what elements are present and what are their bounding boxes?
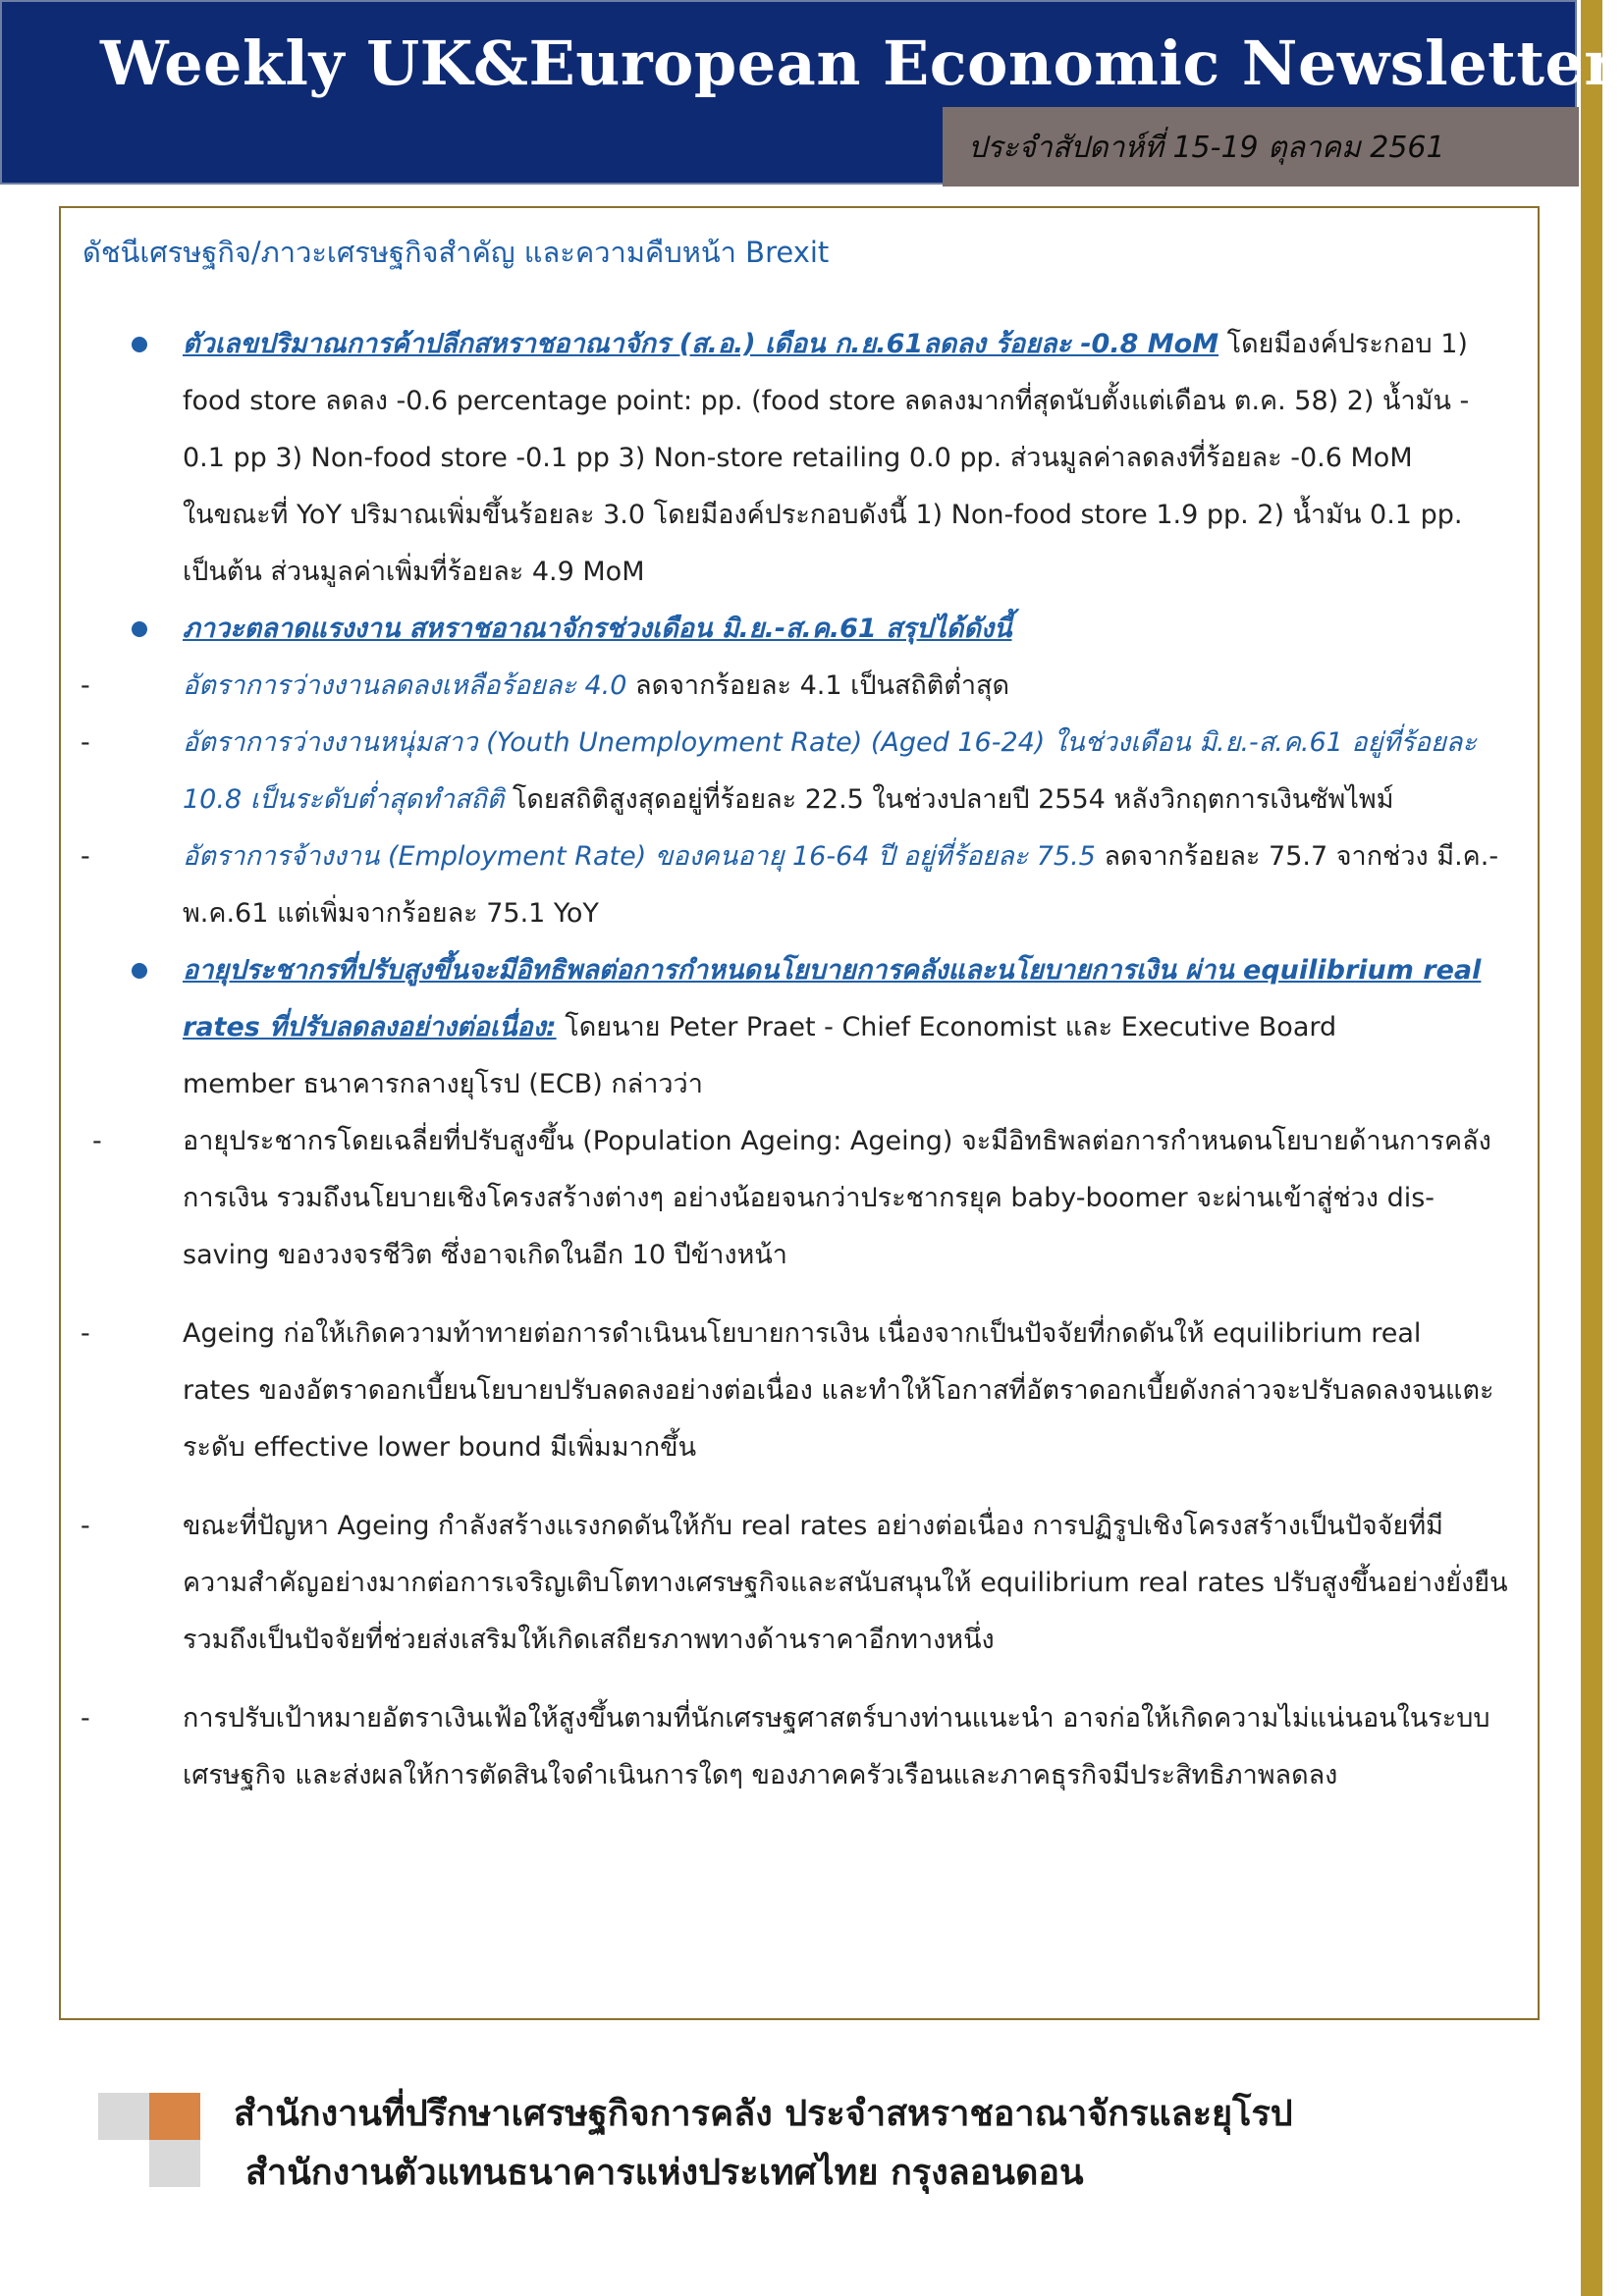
footer-office-name: สำนักงานที่ปรึกษาเศรษฐกิจการคลัง ประจำสหราชอาณาจักรและยุโรป xyxy=(234,2094,1293,2134)
article-body xyxy=(81,316,1575,1804)
bullet-dot xyxy=(132,337,147,352)
issue-date: ประจำสัปดาห์ที่ 15-19 ตุลาคม 2561 xyxy=(968,131,1445,165)
retail-sales-headline: ตัวเลขปริมาณการค้าปลีกสหราชอาณาจักร (ส.อ.) เดือน ก.ย.61ลดลง ร้อยละ -0.8 MoM xyxy=(183,329,1219,359)
content-box xyxy=(59,206,1540,2020)
footer-logo-square-orange xyxy=(149,2093,200,2140)
bullet-labour-market xyxy=(132,601,1575,658)
newsletter-header xyxy=(0,0,1617,185)
section-heading: ดัชนีเศรษฐกิจ/ภาวะเศรษฐกิจสำคัญ และความคืบหน้า Brexit xyxy=(82,236,830,269)
dash-structural-reform: - ขณะที่ปัญหา Ageing กำลังสร้างแรงกดดันให้กับ real rates อย่างต่อเนื่อง การปฏิรูปเชิงโครงสร้างเป็นปัจจัยที่มี ความสำคัญอย่างมากต่อการเจริญเติบโตทางเศรษฐกิจและสนับสนุนให้ equilibrium real rates ปรับสูงขึ้นอย่างยั่งยืน รวมถึงเป็นปัจจัยที่ช่วยส่งเสริมให้เกิดเสถียรภาพทางด้านราคาอีกทางหนึ่ง xyxy=(81,1511,1508,1655)
bullet-population-ageing: อายุประชากรที่ปรับสูงขึ้นจะมีอิทธิพลต่อการกำหนดนโยบายการคลังและนโยบายการเงิน ผ่าน equilibrium real rates ที่ปรับลดลงอย่างต่อเนื่อง: โดยนาย Peter Praet - Chief Economist และ Executive Board member ธนาคารกลางยุโรป (ECB) กล่าวว่า xyxy=(132,942,1575,1113)
dash-unemployment-rate: - อัตราการว่างงานลดลงเหลือร้อยละ 4.0 ลดจากร้อยละ 4.1 เป็นสถิติต่ำสุด xyxy=(81,670,1010,701)
dash-inflation-target: - การปรับเป้าหมายอัตราเงินเฟ้อให้สูงขึ้นตามที่นักเศรษฐศาสตร์บางท่านแนะนำ อาจก่อให้เกิดความไม่แน่นอนในระบบ เศรษฐกิจ และส่งผลให้การตัดสินใจดำเนินการใดๆ ของภาคครัวเรือนและภาคธุรกิจมีประสิทธิภาพลดลง xyxy=(81,1703,1490,1790)
dash-ageing-monetary: - Ageing ก่อให้เกิดความท้าทายต่อการดำเนินนโยบายการเงิน เนื่องจากเป็นปัจจัยที่กดดันให้ equilibrium real rates ของอัตราดอกเบี้ยนโยบายปรับลดลงอย่างต่อเนื่อง และทำให้โอกาสที่อัตราดอกเบี้ยดังกล่าวจะปรับลดลงจนแตะ ระดับ effective lower bound มีเพิ่มมากขึ้น xyxy=(81,1318,1494,1463)
footer-logo-square-grey-lower xyxy=(149,2140,200,2187)
footer-logo-square-grey xyxy=(98,2093,149,2140)
dash-employment-rate: - อัตราการจ้างงาน (Employment Rate) ของคนอายุ 16-64 ปี อยู่ที่ร้อยละ 75.5 ลดจากร้อยละ 75.7 จากช่วง มี.ค.- พ.ค.61 แต่เพิ่มจากร้อยละ 75.1 YoY xyxy=(81,841,1499,929)
dash-ageing-policy: - อายุประชากรโดยเฉลี่ยที่ปรับสูงขึ้น (Population Ageing: Ageing) จะมีอิทธิพลต่อการกำหนดนโยบายด้านการคลัง การเงิน รวมถึงนโยบายเชิงโครงสร้างต่างๆ อย่างน้อยจนกว่าประชากรยุค baby-boomer จะผ่านเข้าสู่ช่วง dis- saving ของวงจรชีวิต ซึ่งอาจเกิดในอีก 10 ปีข้างหน้า xyxy=(92,1126,1491,1270)
labour-market-headline: ภาวะตลาดแรงงาน สหราชอาณาจักรช่วงเดือน มิ.ย.-ส.ค.61 สรุปได้ดังนี้ xyxy=(183,614,1012,644)
date-banner xyxy=(943,107,1579,187)
footer-bot-office: สำนักงานตัวแทนธนาคารแห่งประเทศไทย กรุงลอนดอน xyxy=(245,2153,1084,2193)
bullet-dot xyxy=(132,963,147,979)
bullet-retail-sales: ตัวเลขปริมาณการค้าปลีกสหราชอาณาจักร (ส.อ.) เดือน ก.ย.61ลดลง ร้อยละ -0.8 MoM โดยมีองค์ประกอบ 1) food store ลดลง -0.6 percentage point: pp. (food store ลดลงมากที่สุดนับตั้งแต่เดือน ต.ค. 58) 2) น้ำมัน - 0.1 pp 3) Non-food store -0.1 pp 3) Non-store retailing 0.0 pp. ส่วนมูลค่าลดลงที่ร้อยละ -0.6 MoM ในขณะที่ YoY ปริมาณเพิ่มขึ้นร้อยละ 3.0 โดยมีองค์ประกอบดังนี้ 1) Non-food store 1.9 pp. 2) น้ำมัน 0.1 pp. เป็นต้น ส่วนมูลค่าเพิ่มที่ร้อยละ 4.9 MoM xyxy=(132,316,1575,601)
bullet-dot xyxy=(132,621,147,637)
right-gold-bar xyxy=(1581,0,1602,2296)
population-ageing-headline: อายุประชากรที่ปรับสูงขึ้นจะมีอิทธิพลต่อการกำหนดนโยบายการคลังและนโยบายการเงิน ผ่าน equilibrium real xyxy=(183,955,1482,986)
newsletter-title: Weekly UK&European Economic Newsletter xyxy=(100,27,1617,99)
dash-youth-unemployment: - อัตราการว่างงานหนุ่มสาว (Youth Unemployment Rate) (Aged 16-24) ในช่วงเดือน มิ.ย.-ส.ค.61 อยู่ที่ร้อยละ 10.8 เป็นระดับต่ำสุดทำสถิติ โดยสถิติสูงสุดอยู่ที่ร้อยละ 22.5 ในช่วงปลายปี 2554 หลังวิกฤตการเงินซัพไพม์ xyxy=(81,727,1477,815)
